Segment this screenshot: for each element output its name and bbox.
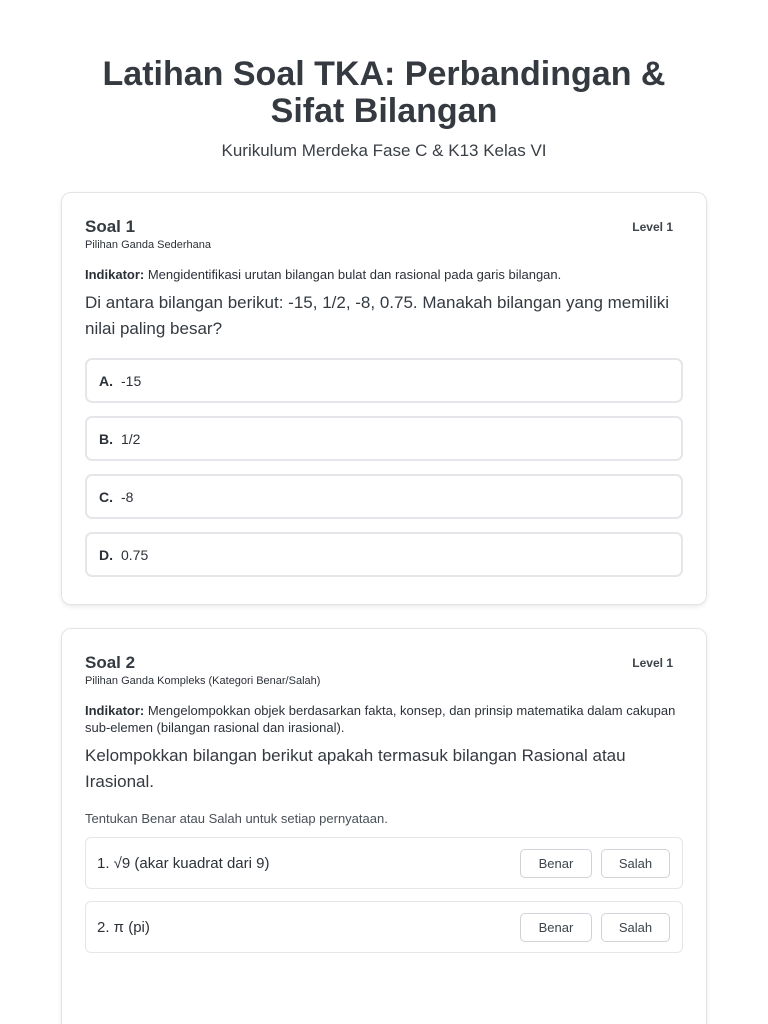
level-badge: Level 1 bbox=[632, 656, 673, 670]
option-c[interactable] bbox=[85, 474, 683, 519]
option-a[interactable] bbox=[85, 358, 683, 403]
question-card-header bbox=[85, 653, 683, 687]
indicator bbox=[85, 266, 683, 283]
benar-button[interactable]: Benar bbox=[520, 849, 592, 878]
question-title: Soal 1 bbox=[85, 217, 136, 236]
page-subtitle: Kurikulum Merdeka Fase C & K13 Kelas VI bbox=[221, 141, 547, 160]
level-badge: Level 1 bbox=[632, 220, 673, 234]
page-title: Latihan Soal TKA: Perbandingan & Sifat Bilangan bbox=[102, 55, 666, 130]
indicator-text: Mengelompokkan objek berdasarkan fakta, konsep, dan prinsip matematika dalam cakupan sub-elemen (bilangan rasional dan irasional). bbox=[85, 703, 676, 735]
indicator bbox=[85, 702, 683, 736]
instruction-text: Tentukan Benar atau Salah untuk setiap pernyataan. bbox=[85, 811, 388, 826]
statement-row bbox=[85, 837, 683, 889]
option-text: -15 bbox=[121, 372, 142, 389]
question-card-header bbox=[85, 217, 683, 251]
option-text: 1/2 bbox=[121, 430, 141, 447]
answer-options bbox=[85, 358, 683, 577]
statement-list bbox=[85, 837, 683, 953]
option-letter: D. bbox=[99, 546, 113, 563]
option-letter: C. bbox=[99, 488, 113, 505]
question-title: Soal 2 bbox=[85, 653, 136, 672]
option-letter: B. bbox=[99, 430, 113, 447]
question-text: Di antara bilangan berikut: -15, 1/2, -8, 0.75. Manakah bilangan yang memiliki nilai paling besar? bbox=[85, 293, 670, 338]
statement-row bbox=[85, 901, 683, 953]
page-header bbox=[0, 0, 768, 161]
true-false-buttons bbox=[520, 913, 670, 942]
benar-button[interactable]: Benar bbox=[520, 913, 592, 942]
question-type: Pilihan Ganda Kompleks (Kategori Benar/Salah) bbox=[85, 675, 321, 687]
question-text: Kelompokkan bilangan berikut apakah termasuk bilangan Rasional atau Irasional. bbox=[85, 746, 626, 791]
true-false-buttons bbox=[520, 849, 670, 878]
statement-text: 2. π (pi) bbox=[97, 918, 150, 936]
question-card-2 bbox=[61, 628, 707, 1024]
indicator-text: Mengidentifikasi urutan bilangan bulat dan rasional pada garis bilangan. bbox=[144, 267, 562, 282]
option-d[interactable] bbox=[85, 532, 683, 577]
statement-text: 1. √9 (akar kuadrat dari 9) bbox=[97, 854, 270, 872]
option-letter: A. bbox=[99, 372, 113, 389]
question-card-1 bbox=[61, 192, 707, 605]
option-text: 0.75 bbox=[121, 546, 149, 563]
indicator-label: Indikator: bbox=[85, 703, 145, 718]
option-text: -8 bbox=[121, 488, 134, 505]
salah-button[interactable]: Salah bbox=[601, 913, 670, 942]
option-b[interactable] bbox=[85, 416, 683, 461]
indicator-label: Indikator: bbox=[85, 267, 145, 282]
question-type: Pilihan Ganda Sederhana bbox=[85, 239, 211, 251]
salah-button[interactable]: Salah bbox=[601, 849, 670, 878]
